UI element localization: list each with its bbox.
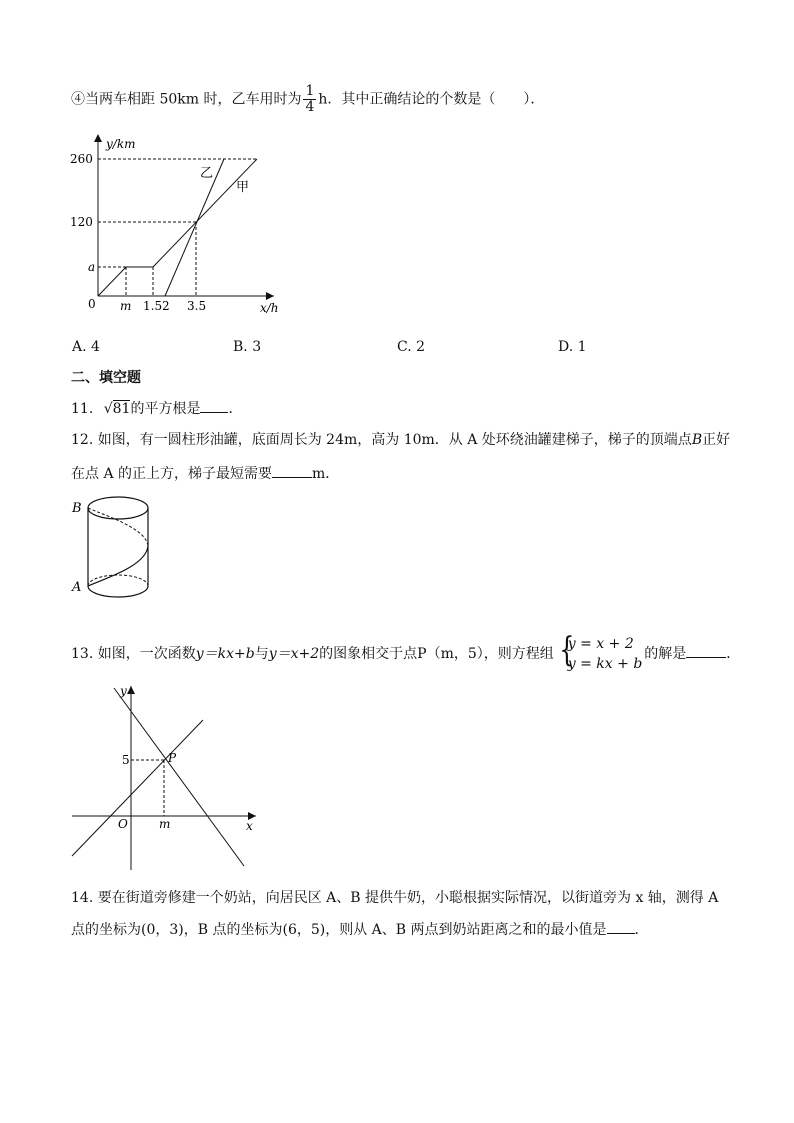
cylinder-top-ellipse	[88, 497, 148, 519]
option-c[interactable]: C. 2	[397, 339, 426, 355]
q10-item4	[71, 84, 544, 115]
series-yi-line	[165, 159, 224, 296]
option-a[interactable]: A. 4	[72, 339, 100, 355]
x-tick-m: m	[120, 299, 132, 313]
x-axis-label: x/h	[260, 301, 279, 315]
q13-function-1: y＝kx+b	[195, 646, 255, 662]
q12-text-2: 在点 A 的正上方，梯子最短需要	[71, 466, 273, 482]
series-yi-label: 乙	[200, 166, 214, 181]
option-b[interactable]: B. 3	[233, 339, 262, 355]
q11-text: 的平方根是	[130, 401, 201, 417]
y-tick-260: 260	[70, 152, 93, 166]
y-axis-arrow	[127, 686, 135, 694]
cylinder-diagram	[66, 488, 166, 612]
question-13	[71, 630, 741, 674]
q11-end: ．	[228, 401, 243, 417]
q13-point-p: P（m，5）	[417, 646, 484, 662]
section-title: 二、填空题	[71, 370, 141, 386]
cylinder-bottom-back	[88, 575, 148, 586]
answer-blank-11[interactable]	[200, 398, 228, 413]
x-tick-1-5: 1.5	[143, 299, 163, 313]
q13-mid-2: 的图象相交于点	[319, 646, 418, 662]
y-tick-a: a	[88, 260, 96, 274]
series-jia-label: 甲	[236, 180, 250, 195]
line-y-x-plus-2	[72, 720, 203, 856]
q10-item4-suffix: h．其中正确结论的个数是（ ）．	[318, 91, 545, 108]
option-d[interactable]: D. 1	[558, 339, 587, 355]
q10-item4-prefix: ④当两车相距 50km 时，乙车用时为	[71, 91, 302, 108]
label-point-b: B	[72, 501, 82, 516]
q11-number: 11.	[71, 401, 94, 417]
origin-label: O	[118, 817, 128, 831]
ladder-visible-part	[88, 546, 148, 586]
q13-function-2: y＝x+2	[268, 646, 320, 662]
point-p-label: P	[168, 751, 177, 765]
q13-mid-3: ，则方程组	[483, 646, 554, 662]
linear-functions-graph	[66, 680, 266, 876]
q13-suffix: 的解是	[644, 646, 687, 662]
equation-1: y = x + 2	[567, 636, 634, 652]
question-12-line1	[71, 430, 730, 450]
radicand: 81	[112, 401, 131, 417]
question-14-line1: 14. 要在街道旁修建一个奶站，向居民区 A、B 提供牛奶，小聪根据实际情况，以街道旁为 x 轴，测得 A	[71, 890, 719, 906]
question-14-line2	[71, 919, 649, 940]
series-jia-line	[98, 159, 257, 296]
ladder-hidden-part	[88, 508, 148, 546]
y-tick-5: 5	[122, 753, 130, 767]
q13-prefix: 13. 如图，一次函数	[71, 646, 196, 662]
q14-end: ．	[634, 922, 649, 938]
q13-mid: 与	[254, 646, 269, 662]
y-axis-label: y	[120, 684, 127, 698]
answer-blank-12[interactable]	[272, 463, 312, 478]
q12-text-2-end: m．	[312, 466, 340, 482]
y-axis-arrow	[94, 134, 102, 142]
brace-icon: {	[559, 630, 575, 670]
fraction-denominator: 4	[305, 99, 315, 115]
line-y-kx-plus-b	[114, 688, 244, 866]
x-axis-arrow	[266, 292, 274, 300]
cylinder-bottom-front	[88, 586, 148, 597]
equation-2: y = kx + b	[567, 656, 643, 672]
q13-end: ．	[726, 646, 741, 662]
label-point-a: A	[72, 580, 82, 595]
q12-text-1: 12. 如图，有一圆柱形油罐，底面周长为 24m，高为 10m．从 A 处环绕油罐建梯子，梯子的顶端点	[71, 432, 692, 448]
q14-text-2: 点的坐标为(0，3)，B 点的坐标为(6，5)，则从 A、B 两点到奶站距离之和的最小值是	[71, 922, 607, 938]
equation-system	[556, 630, 643, 674]
x-tick-3-5: 3.5	[187, 299, 207, 313]
distance-time-graph	[60, 128, 300, 320]
y-tick-120: 120	[70, 215, 93, 229]
answer-blank-14[interactable]	[607, 919, 635, 934]
x-tick-2: 2	[162, 299, 170, 313]
q12-point-b: B	[691, 432, 703, 448]
x-axis-label: x	[246, 819, 253, 833]
question-12-line2	[71, 463, 339, 484]
question-11	[71, 398, 242, 419]
fraction-one-quarter	[303, 84, 316, 115]
fraction-numerator: 1	[305, 83, 315, 99]
y-axis-label: y/km	[106, 137, 136, 151]
q12-text-1-end: 正好	[702, 432, 731, 448]
answer-blank-13[interactable]	[686, 643, 726, 658]
x-tick-m: m	[159, 817, 171, 831]
origin-label: 0	[88, 297, 96, 311]
sqrt-81: √81	[103, 401, 131, 417]
